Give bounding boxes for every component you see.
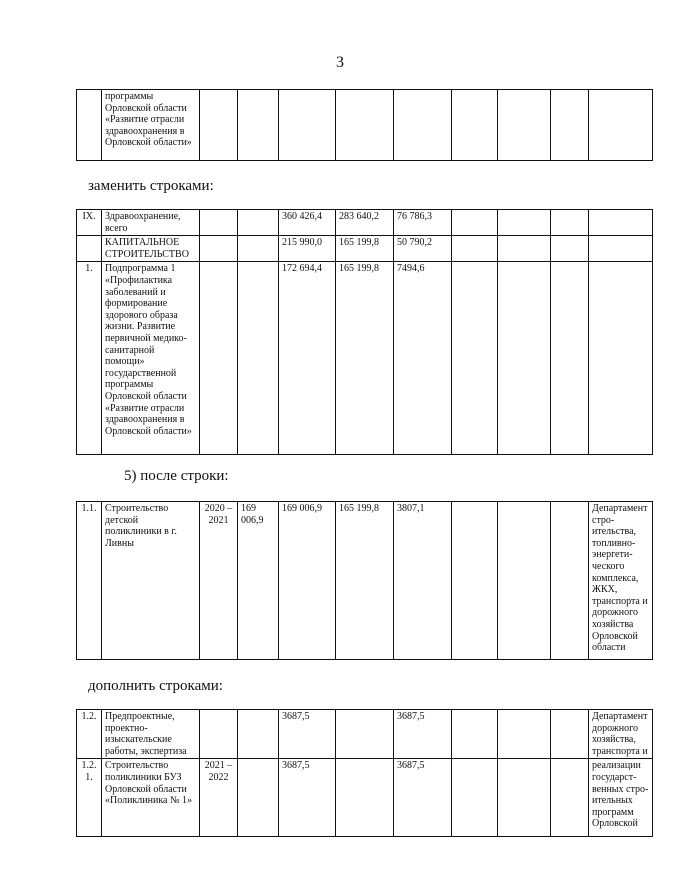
table-cell: 3687,5 — [394, 710, 452, 759]
table-cell — [452, 759, 498, 837]
table-cell — [452, 262, 498, 455]
table-cell: 3687,5 — [394, 759, 452, 837]
table-cell — [551, 236, 589, 262]
table-cell — [200, 210, 238, 236]
table-cell — [452, 210, 498, 236]
table-cell — [77, 236, 102, 262]
table-cell: 169 006,9 — [238, 502, 279, 660]
table-cell — [589, 262, 653, 455]
table-cell: реализации государст-венных стро-ительных программ Орловской — [589, 759, 653, 837]
table-cell — [238, 710, 279, 759]
table-cell: 215 990,0 — [279, 236, 336, 262]
table-cell: 165 199,8 — [336, 502, 394, 660]
table-cell — [589, 210, 653, 236]
table-cell: Департамент стро-ительства, топливно-энергети-ческого комплекса, ЖКХ, транспорта и дорожного хозяйства Орловской области — [589, 502, 653, 660]
table-cell — [589, 90, 653, 161]
table-cell: программы Орловской области «Развитие отрасли здравоохранения в Орловской области» — [102, 90, 200, 161]
table-cell: 165 199,8 — [336, 262, 394, 455]
table-cell — [498, 90, 551, 161]
table-cell: 2021 – 2022 — [200, 759, 238, 837]
table-cell — [551, 502, 589, 660]
table-cell — [200, 236, 238, 262]
table-cell — [452, 710, 498, 759]
table-cell: 3687,5 — [279, 759, 336, 837]
table-cell: Строительство детской поликлиники в г. Ливны — [102, 502, 200, 660]
table-cell — [200, 262, 238, 455]
table-cell — [551, 210, 589, 236]
table-cell: 1.2.1. — [77, 759, 102, 837]
table-row — [77, 759, 653, 837]
table-cell: 7494,6 — [394, 262, 452, 455]
table-cell: IX. — [77, 210, 102, 236]
table-cell: 50 790,2 — [394, 236, 452, 262]
table-cell: 165 199,8 — [336, 236, 394, 262]
table-row — [77, 90, 653, 161]
table-replacement-rows — [76, 209, 653, 455]
table-cell — [238, 262, 279, 455]
table-cell: 169 006,9 — [279, 502, 336, 660]
table-cell — [238, 210, 279, 236]
table-cell — [200, 710, 238, 759]
table-row — [77, 502, 653, 660]
table-after-row — [76, 501, 653, 660]
table-cell: 360 426,4 — [279, 210, 336, 236]
table-cell — [498, 210, 551, 236]
table-cell: 2020 – 2021 — [200, 502, 238, 660]
table-cell: 283 640,2 — [336, 210, 394, 236]
table-cell — [200, 90, 238, 161]
table-cell: Строительство поликлиники БУЗ Орловской области «Поликлиника № 1» — [102, 759, 200, 837]
table-cell — [498, 236, 551, 262]
caption-add-rows: дополнить строками: — [88, 678, 223, 694]
table-cell — [336, 710, 394, 759]
table-cell: Предпроектные, проектно-изыскательские работы, экспертиза — [102, 710, 200, 759]
table-cell — [336, 90, 394, 161]
caption-replace-with-rows: заменить строками: — [88, 178, 214, 194]
table-cell: 3687,5 — [279, 710, 336, 759]
table-cell: 76 786,3 — [394, 210, 452, 236]
table-cell: КАПИТАЛЬНОЕ СТРОИТЕЛЬСТВО — [102, 236, 200, 262]
table-cell — [279, 90, 336, 161]
table-cell — [498, 262, 551, 455]
table-cell: 1. — [77, 262, 102, 455]
table-cell — [498, 759, 551, 837]
table-cell — [498, 710, 551, 759]
table-cell — [452, 236, 498, 262]
table-cell — [589, 236, 653, 262]
table-row — [77, 236, 653, 262]
caption-after-row: 5) после строки: — [124, 468, 229, 484]
table-cell — [238, 90, 279, 161]
table-cell — [452, 502, 498, 660]
table-cell — [551, 710, 589, 759]
table-cell — [394, 90, 452, 161]
table-cell — [238, 236, 279, 262]
table-cell — [336, 759, 394, 837]
table-cell — [498, 502, 551, 660]
page-number: 3 — [336, 54, 344, 71]
table-cell: Здравоохранение, всего — [102, 210, 200, 236]
table-cell — [551, 90, 589, 161]
table-cell: 1.1. — [77, 502, 102, 660]
table-cell: 3807,1 — [394, 502, 452, 660]
table-cell: 172 694,4 — [279, 262, 336, 455]
table-cell: Подпрограмма 1 «Профилактика заболеваний и формирование здорового образа жизни. Развитие первичной медико-санитарной помощи» государственной программы Орловской области «Развитие отрасли здравоохранения в Орловской области» — [102, 262, 200, 455]
table-row — [77, 262, 653, 455]
table-cell: 1.2. — [77, 710, 102, 759]
table-cell — [551, 759, 589, 837]
table-cell — [551, 262, 589, 455]
table-cell — [238, 759, 279, 837]
table-added-rows — [76, 709, 653, 837]
table-cell — [452, 90, 498, 161]
table-row — [77, 710, 653, 759]
table-cell — [77, 90, 102, 161]
table-previous-row — [76, 89, 653, 161]
table-cell: Департамент дорожного хозяйства, транспорта и — [589, 710, 653, 759]
table-row — [77, 210, 653, 236]
